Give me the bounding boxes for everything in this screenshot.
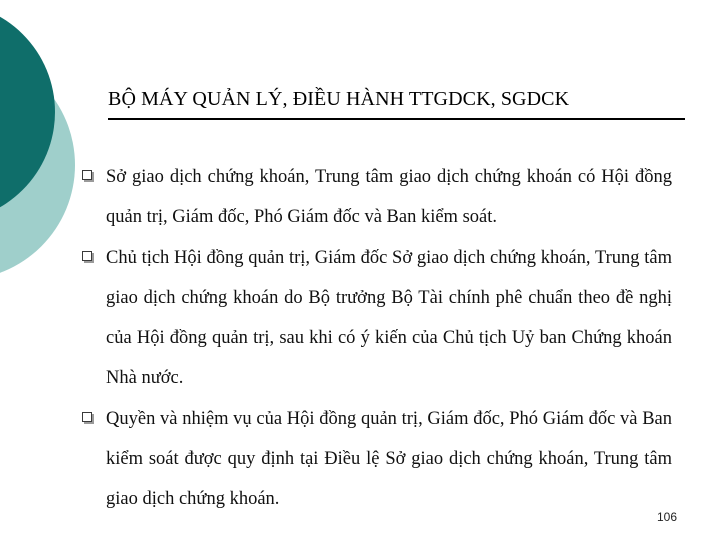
bullet-text: Chủ tịch Hội đồng quản trị, Giám đốc Sở giao dịch chứng khoán, Trung tâm giao dịch chứng khoán do Bộ trưởng Bộ Tài chính phê chuẩn theo đề nghị của Hội đồng quản trị, sau khi có ý kiến của Chủ tịch Uỷ ban Chứng khoán Nhà nước. [106,248,672,388]
dark-teal-circle [0,2,55,222]
page-number: 106 [656,510,677,524]
bullet-text: Quyền và nhiệm vụ của Hội đồng quản trị, Giám đốc, Phó Giám đốc và Ban kiểm soát được quy định tại Điều lệ Sở giao dịch chứng khoán, Trung tâm giao dịch chứng khoán. [106,409,672,509]
hollow-square-bullet-icon [82,170,92,180]
bullet-text: Sở giao dịch chứng khoán, Trung tâm giao dịch chứng khoán có Hội đồng quản trị, Giám đốc, Phó Giám đốc và Ban kiểm soát. [106,167,672,227]
bullet-item [82,158,672,237]
slide-header [108,88,685,122]
slide-title: BỘ MÁY QUẢN LÝ, ĐIỀU HÀNH TTGDCK, SGDCK [108,88,570,110]
bullet-list [82,158,672,521]
bullet-item [82,400,672,519]
light-teal-circle [0,50,75,280]
hollow-square-bullet-icon [82,251,92,261]
title-underline [108,118,685,120]
hollow-square-bullet-icon [82,412,92,422]
bullet-item [82,239,672,398]
